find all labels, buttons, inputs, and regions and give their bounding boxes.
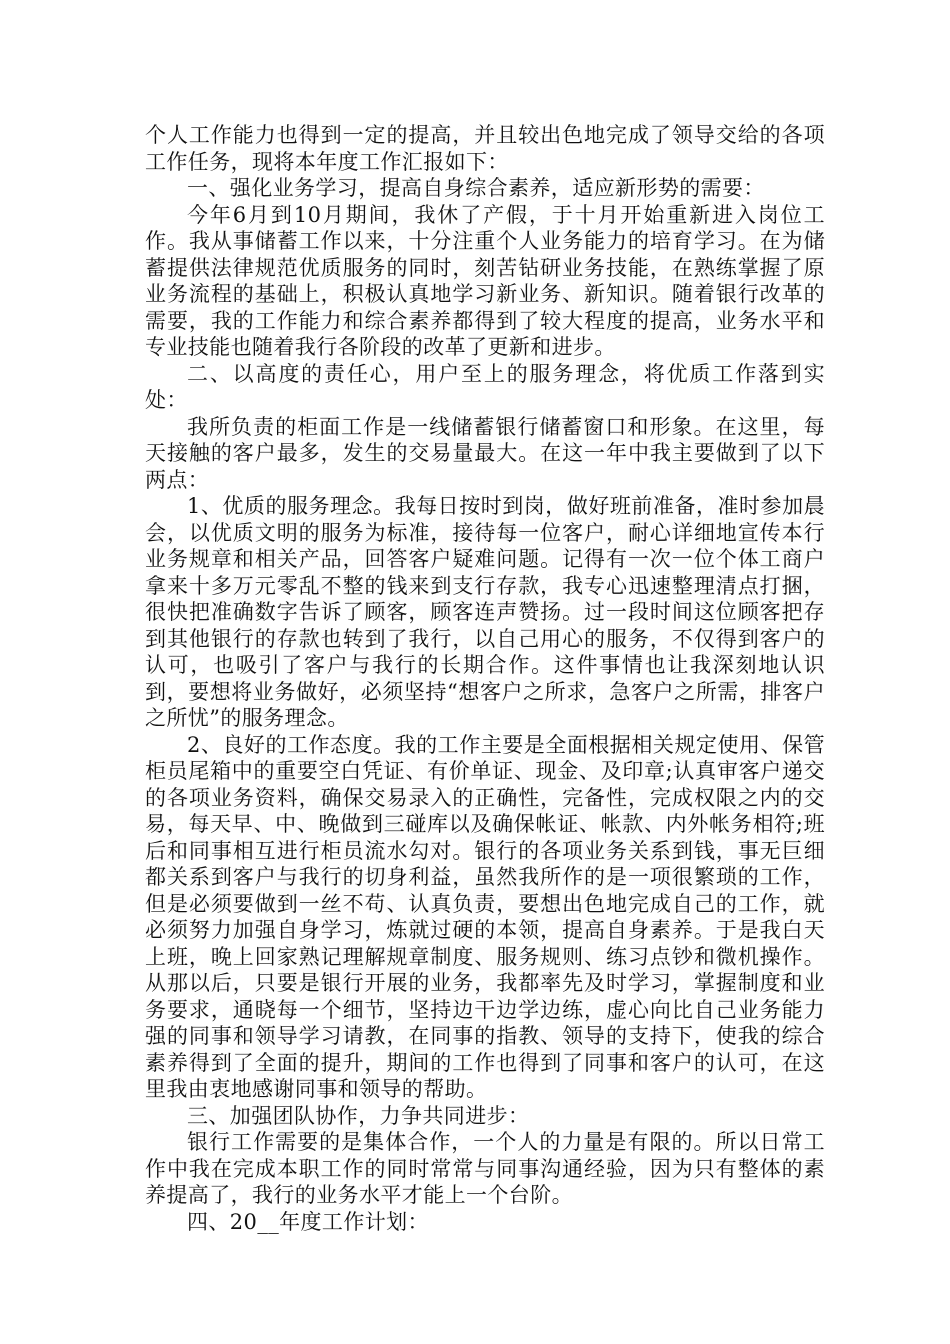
paragraph-service-concept: 1、优质的服务理念。我每日按时到岗，做好班前准备，准时参加晨会，以优质文明的服务为标准，接待每一位客户，耐心详细地宣传本行业务规章和相关产品，回答客户疑难问题。记得有一次一位个体工商户拿来十多万元零乱不整的钱来到支行存款，我专心迅速整理清点打捆，很快把准确数字告诉了顾客，顾客连声赞扬。过一段时间这位顾客把存到其他银行的存款也转到了我行，以自己用心的服务，不仅得到客户的认可，也吸引了客户与我行的长期合作。这件事情也让我深刻地认识到，要想将业务做好，必须坚持“想客户之所求，急客户之所需，排客户之所忧”的服务理念。 [145,494,825,730]
heading-section-1: 一、强化业务学习，提高自身综合素养，适应新形势的需要： [187,176,765,200]
paragraph-counter-work: 我所负责的柜面工作是一线储蓄银行储蓄窗口和形象。在这里，每天接触的客户最多，发生的交易量最大。在这一年中我主要做到了以下两点： [145,414,825,492]
heading-section-3: 三、加强团队协作，力争共同进步： [187,1103,530,1128]
paragraph-teamwork: 银行工作需要的是集体合作，一个人的力量是有限的。所以日常工作中我在完成本职工作的同时常常与同事沟通经验，因为只有整体的素养提高了，我行的业务水平才能上一个台阶。 [145,1130,825,1207]
document-body [145,122,825,1235]
paragraph-study: 今年6月到10月期间，我休了产假，于十月开始重新进入岗位工作。我从事储蓄工作以来，十分注重个人业务能力的培育学习。在为储蓄提供法律规范优质服务的同时，刻苦钻研业务技能，在熟练掌握了原业务流程的基础上，积极认真地学习新业务、新知识。随着银行改革的需要，我的工作能力和综合素养都得到了较大程度的提高，业务水平和专业技能也随着我行各阶段的改革了更新和进步。 [145,202,825,359]
paragraph-intro: 个人工作能力也得到一定的提高，并且较出色地完成了领导交给的各项工作任务，现将本年度工作汇报如下： [145,123,825,174]
heading-section-4: 四、20__年度工作计划： [187,1209,429,1234]
paragraph-work-attitude: 2、良好的工作态度。我的工作主要是全面根据相关规定使用、保管柜员尾箱中的重要空白凭证、有价单证、现金、及印章;认真审客户递交的各项业务资料，确保交易录入的正确性，完备性，完成权限之内的交易，每天早、中、晚做到三碰库以及确保帐证、帐款、内外帐务相符;班后和同事相互进行柜员流水勾对。银行的各项业务关系到钱，事无巨细都关系到客户与我行的切身利益，虽然我所作的是一项很繁琐的工作，但是必须要做到一丝不苟、认真负责，要想出色地完成自己的工作，就必须努力加强自身学习，炼就过硬的本领，提高自身素养。于是我白天上班，晚上回家熟记理解规章制度、服务规则、练习点钞和微机操作。从那以后，只要是银行开展的业务，我都率先及时学习，掌握制度和业务要求，通晓每一个细节，坚持边干边学边练，虚心向比自己业务能力强的同事和领导学习请教，在同事的指教、领导的支持下，使我的综合素养得到了全面的提升，期间的工作也得到了同事和客户的认可，在这里我由衷地感谢同事和领导的帮助。 [145,732,825,1101]
heading-section-2: 二、以高度的责任心，用户至上的服务理念，将优质工作落到实处： [145,361,825,412]
